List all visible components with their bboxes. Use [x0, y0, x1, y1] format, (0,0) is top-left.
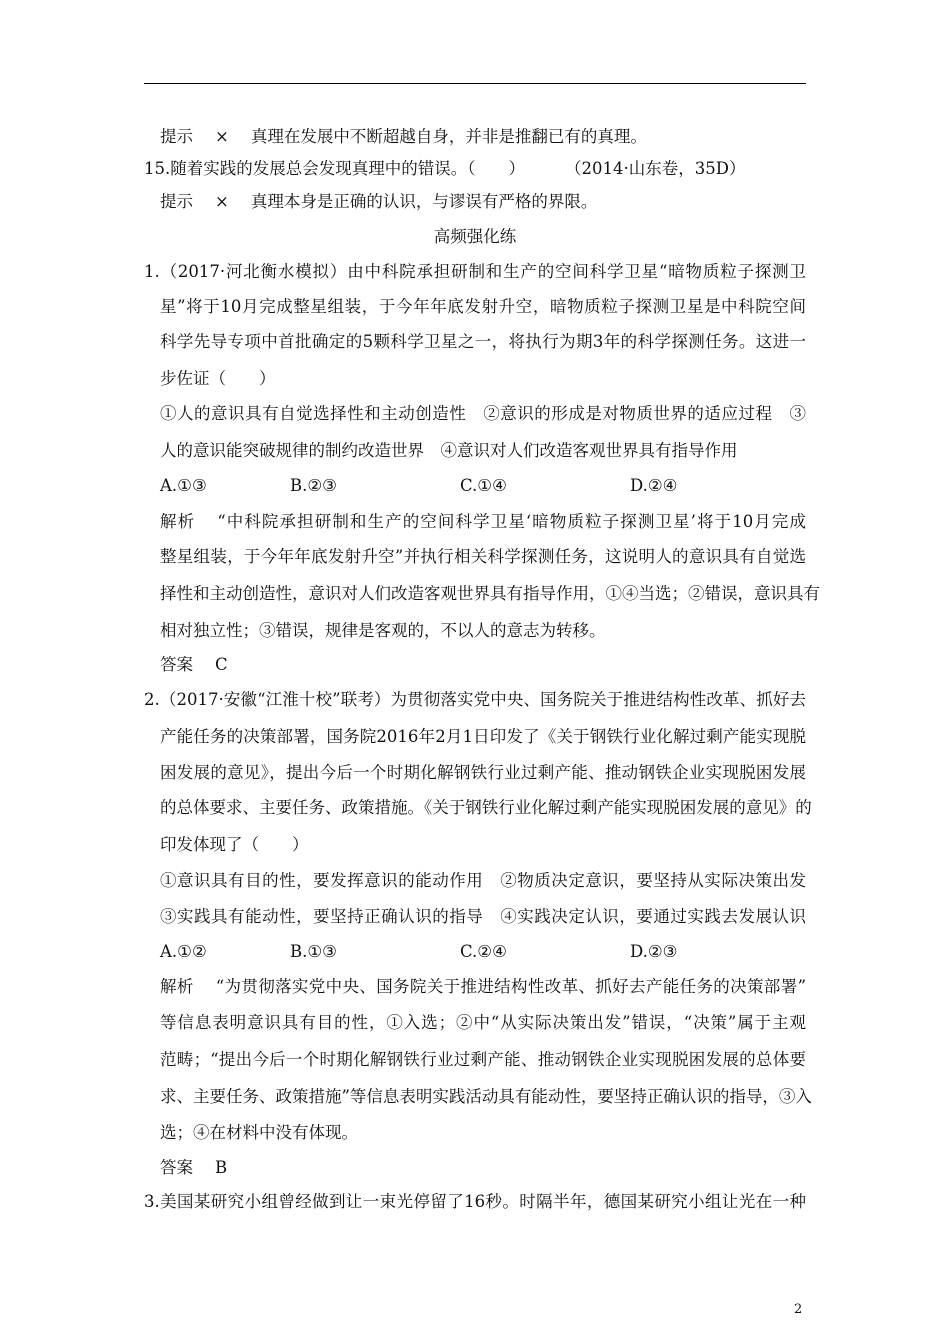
- question-15-text: 15.随着实践的发展总会发现真理中的错误。（ ）: [144, 159, 525, 178]
- hint-14: [160, 126, 647, 148]
- q1-line: 1.（2017·河北衡水模拟）由中科院承担研制和生产的空间科学卫星“暗物质粒子探测卫: [144, 262, 806, 281]
- q1-option-a: A.①③: [160, 476, 207, 495]
- q2-answer: [160, 1157, 227, 1179]
- q2-option-d: D.②③: [630, 942, 678, 961]
- page-number: 2: [794, 1302, 803, 1317]
- hint-label: 提示: [160, 192, 193, 211]
- cross-mark: ×: [215, 192, 229, 211]
- q1-line: 星”将于10月完成整星组装，于今年年底发射升空，暗物质粒子探测卫星是中科院空间: [160, 297, 806, 316]
- q2-line: 印发体现了（ ）: [160, 835, 309, 854]
- hint-label: 提示: [160, 127, 193, 146]
- q1-option-d: D.②④: [630, 476, 678, 495]
- hint-15: [160, 191, 597, 213]
- q2-line: 2.（2017·安徽“江淮十校”联考）为贯彻落实党中央、国务院关于推进结构性改革、抓好去: [144, 690, 806, 709]
- q1-option-c: C.①④: [460, 476, 507, 495]
- q2-analysis-line: 范畴；“提出今后一个时期化解钢铁行业过剩产能、推动钢铁企业实现脱困发展的总体要: [160, 1050, 806, 1069]
- question-15: [144, 158, 745, 180]
- q2-statement: ③实践具有能动性，要坚持正确认识的指导 ④实践决定认识，要通过实践去发展认识: [160, 907, 806, 926]
- answer-label: 答案: [160, 1158, 193, 1177]
- cross-mark: ×: [215, 127, 229, 146]
- question-15-source: （2014·山东卷，35D）: [565, 159, 746, 178]
- q2-analysis-line: 等信息表明意识具有目的性，①入选；②中“从实际决策出发”错误，“决策”属于主观: [160, 1013, 806, 1032]
- analysis-text: “中科院承担研制和生产的空间科学卫星‘暗物质粒子探测卫星’将于10月完成: [217, 512, 807, 531]
- q2-option-c: C.②④: [460, 942, 507, 961]
- hint-text: 真理本身是正确的认识，与谬误有严格的界限。: [250, 192, 598, 211]
- q2-option-a: A.①②: [160, 942, 207, 961]
- q1-answer: [160, 654, 228, 676]
- q1-analysis-line: 相对独立性；③错误，规律是客观的，不以人的意志为转移。: [160, 621, 606, 640]
- q2-line: 的总体要求、主要任务、政策措施。《关于钢铁行业化解过剩产能实现脱困发展的意见》的: [160, 798, 812, 817]
- q1-statement: 人的意识能突破规律的制约改造世界 ④意识对人们改造客观世界具有指导作用: [160, 441, 738, 460]
- answer-label: 答案: [160, 655, 193, 674]
- q1-statement: ①人的意识具有自觉选择性和主动创造性 ②意识的形成是对物质世界的适应过程 ③: [160, 404, 806, 423]
- answer-value: B: [215, 1158, 228, 1177]
- q2-analysis-first: [160, 976, 806, 998]
- section-title: 高频强化练: [433, 227, 517, 246]
- q3-line: 3.美国某研究小组曾经做到让一束光停留了16秒。时隔半年，德国某研究小组让光在一种: [144, 1192, 806, 1211]
- q2-analysis-line: 求、主要任务、政策措施”等信息表明实践活动具有能动性，要坚持正确认识的指导，③入: [160, 1087, 812, 1106]
- answer-value: C: [215, 655, 228, 674]
- q1-line: 步佐证（ ）: [160, 369, 276, 388]
- header-rule: [144, 83, 806, 84]
- q1-analysis-first: [160, 511, 806, 533]
- q1-option-b: B.②③: [290, 476, 337, 495]
- q2-statement: ①意识具有目的性，要发挥意识的能动作用 ②物质决定意识，要坚持从实际决策出发: [160, 871, 806, 890]
- q2-option-b: B.①③: [290, 942, 337, 961]
- q1-analysis-line: 整星组装，于今年年底发射升空”并执行相关科学探测任务，这说明人的意识具有自觉选: [160, 547, 806, 566]
- q2-line: 困发展的意见》，提出今后一个时期化解钢铁行业过剩产能、推动钢铁企业实现脱困发展: [160, 763, 806, 782]
- q2-analysis-line: 选；④在材料中没有体现。: [160, 1123, 358, 1142]
- analysis-label: 解析: [160, 512, 196, 531]
- analysis-text: “为贯彻落实党中央、国务院关于推进结构性改革、抓好去产能任务的决策部署”: [215, 977, 807, 996]
- q1-analysis-line: 择性和主动创造性，意识对人们改造客观世界具有指导作用，①④当选；②错误，意识具有: [160, 584, 820, 603]
- q1-line: 科学先导专项中首批确定的5颗科学卫星之一，将执行为期3年的科学探测任务。这进一: [160, 332, 806, 351]
- q2-line: 产能任务的决策部署，国务院2016年2月1日印发了《关于钢铁行业化解过剩产能实现脱: [160, 727, 806, 746]
- analysis-label: 解析: [160, 977, 194, 996]
- hint-text: 真理在发展中不断超越自身，并非是推翻已有的真理。: [250, 127, 647, 146]
